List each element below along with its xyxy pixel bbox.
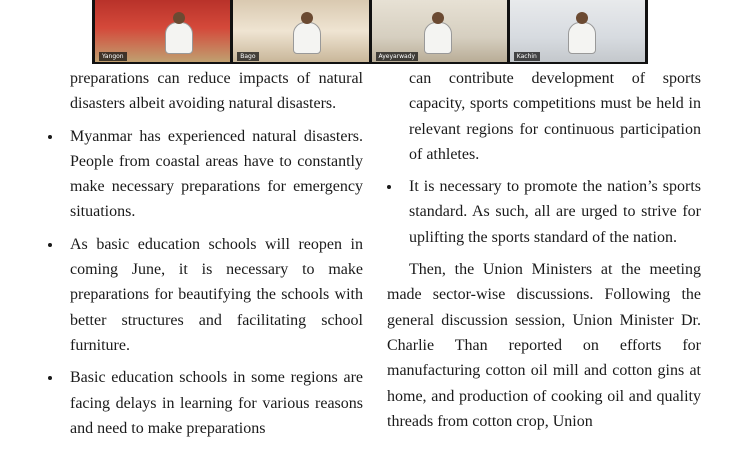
bullet-dot-icon	[387, 185, 391, 189]
photo-panel-1	[95, 0, 230, 62]
participant-figure	[293, 22, 321, 54]
photo-panel-4	[510, 0, 645, 62]
bullet-item	[387, 174, 701, 250]
photo-caption-tag: Ayeyarwady	[376, 52, 419, 61]
photo-caption-tag: Kachin	[514, 52, 540, 61]
bullet-text: It is necessary to promote the nation’s sports standard. As such, all are urged to strive for uplifting the sports standard of the nation.	[409, 178, 701, 246]
bullet-continuation-text: can contribute development of sports capacity, sports competitions must be held in relevant regions for continuous participation of athletes.	[409, 70, 701, 163]
body-paragraph: Then, the Union Ministers at the meeting made sector-wise discussions. Following the general discussion session, Union Minister Dr. Charlie Than reported on efforts for manufacturing cotton oil mill and cotton gins at home, and production of cooking oil and quality threads from cotton crop, Union	[387, 261, 701, 430]
bullet-text: As basic education schools will reopen in coming June, it is necessary to make preparations for beautifying the schools with better structures and facilitating school furniture.	[70, 235, 363, 354]
bullet-dot-icon	[48, 243, 52, 247]
bullet-list	[387, 174, 701, 250]
bullet-item	[48, 365, 363, 441]
photo-caption-tag: Bago	[237, 52, 258, 61]
bullet-continuation-text: preparations can reduce impacts of natural disasters albeit avoiding natural disasters.	[70, 70, 363, 113]
participant-figure	[424, 22, 452, 54]
bullet-text: Basic education schools in some regions are facing delays in learning for various reasons and need to make preparations	[70, 369, 363, 437]
bullet-item	[48, 232, 363, 358]
photo-panel-2	[233, 0, 368, 62]
photo-caption-tag: Yangon	[99, 52, 127, 61]
participant-figure	[165, 22, 193, 54]
video-conference-photo	[92, 0, 648, 64]
right-column	[387, 66, 701, 434]
photo-panel-3	[372, 0, 507, 62]
bullet-item	[48, 124, 363, 225]
bullet-dot-icon	[48, 376, 52, 380]
bullet-list	[48, 124, 363, 442]
participant-figure	[568, 22, 596, 54]
left-column	[48, 66, 363, 448]
bullet-text: Myanmar has experienced natural disasters. People from coastal areas have to constantly make necessary preparations for emergency situations.	[70, 127, 363, 221]
bullet-dot-icon	[48, 135, 52, 139]
